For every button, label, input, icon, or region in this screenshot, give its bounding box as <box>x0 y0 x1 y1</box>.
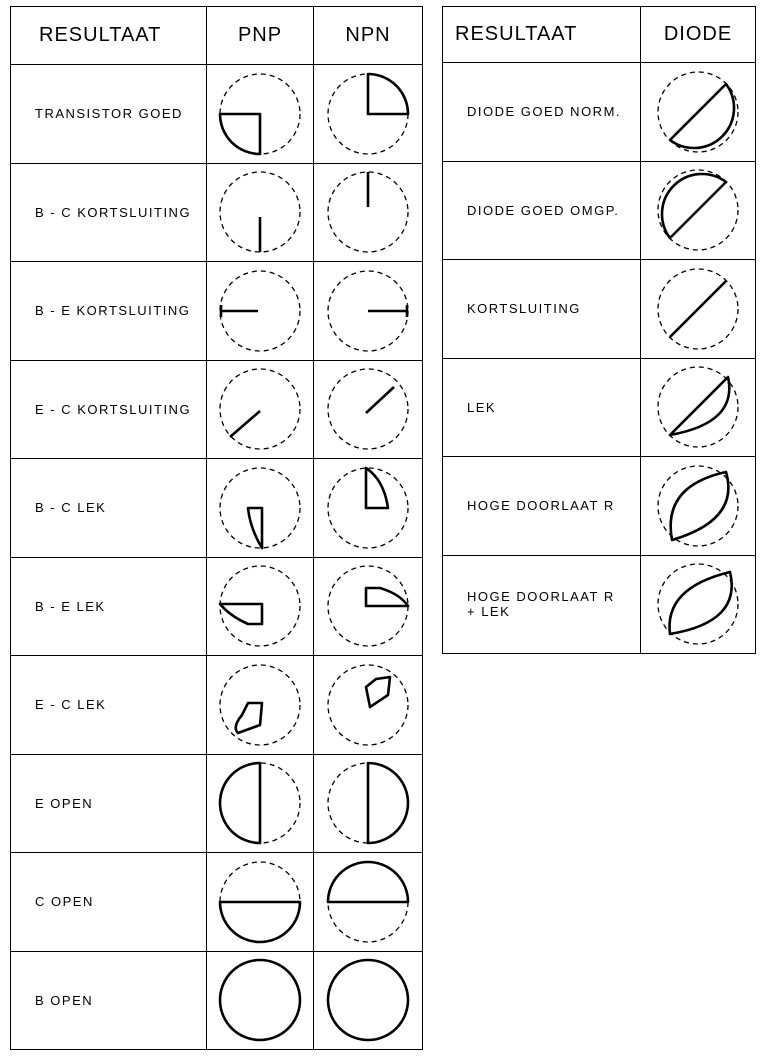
left-half-circle-icon <box>218 761 302 845</box>
header-npn: NPN <box>314 7 423 65</box>
result-label <box>443 457 641 556</box>
pnp-symbol-cell <box>207 853 314 952</box>
table-row <box>11 557 423 656</box>
table-row <box>11 262 423 361</box>
pnp-symbol-cell <box>207 163 314 262</box>
table-header-row <box>11 7 423 65</box>
diode-symbol-cell <box>641 358 756 457</box>
table-row <box>443 63 756 162</box>
pnp-symbol-cell <box>207 262 314 361</box>
diode-result-table <box>442 6 756 654</box>
table-row <box>11 853 423 952</box>
pnp-symbol-cell <box>207 951 314 1050</box>
pnp-symbol-cell <box>207 656 314 755</box>
table-row <box>443 358 756 457</box>
npn-symbol-cell <box>314 459 423 558</box>
leak-upper-polygon-icon <box>326 663 410 747</box>
full-circle-icon <box>218 958 302 1042</box>
table-row <box>443 457 756 556</box>
diode-high-resistance-leak-icon <box>656 562 740 646</box>
short-right-line-icon <box>326 269 410 353</box>
npn-symbol-cell <box>314 557 423 656</box>
result-label <box>443 555 641 654</box>
diode-normal-half-icon <box>656 70 740 154</box>
table-row <box>11 65 423 164</box>
full-circle-icon <box>326 958 410 1042</box>
result-label <box>443 63 641 162</box>
table-header-row <box>443 7 756 63</box>
pnp-symbol-cell <box>207 65 314 164</box>
npn-good-quarter-icon <box>326 72 410 156</box>
diode-leak-lens-icon <box>656 365 740 449</box>
leak-down-sector-icon <box>218 466 302 550</box>
result-label: B - E LEK <box>11 557 207 656</box>
result-label: C OPEN <box>11 853 207 952</box>
table-row <box>11 754 423 853</box>
right-half-circle-icon <box>326 761 410 845</box>
result-label-line: DIODE GOED NORM. <box>467 104 622 120</box>
leak-lower-polygon-icon <box>218 663 302 747</box>
result-label: B - C LEK <box>11 459 207 558</box>
diagonal-low-line-icon <box>218 367 302 451</box>
diode-symbol-cell <box>641 161 756 260</box>
result-label-line: DIODE GOED OMGP. <box>467 202 620 218</box>
diode-symbol-cell <box>641 63 756 162</box>
diode-short-line-icon <box>656 267 740 351</box>
result-label-line: HOGE DOORLAAT R <box>467 589 615 605</box>
result-label: B - C KORTSLUITING <box>11 163 207 262</box>
diagonal-high-line-icon <box>326 367 410 451</box>
leak-left-sector-icon <box>218 564 302 648</box>
header-resultaat: RESULTAAT <box>11 7 207 65</box>
result-label: B - E KORTSLUITING <box>11 262 207 361</box>
result-label: TRANSISTOR GOED <box>11 65 207 164</box>
bottom-half-circle-icon <box>218 860 302 944</box>
result-label: B OPEN <box>11 951 207 1050</box>
npn-symbol-cell <box>314 163 423 262</box>
header-pnp: PNP <box>207 7 314 65</box>
transistor-result-table <box>10 6 423 1050</box>
npn-symbol-cell <box>314 262 423 361</box>
pnp-good-quarter-icon <box>218 72 302 156</box>
result-label-line: + LEK <box>467 604 511 620</box>
leak-up-sector-icon <box>326 466 410 550</box>
header-resultaat: RESULTAAT <box>443 7 641 63</box>
result-label: E - C KORTSLUITING <box>11 360 207 459</box>
table-row <box>11 163 423 262</box>
result-label <box>443 260 641 359</box>
result-label-line: HOGE DOORLAAT R <box>467 498 615 514</box>
table-row <box>443 260 756 359</box>
short-left-line-icon <box>218 269 302 353</box>
pnp-symbol-cell <box>207 557 314 656</box>
diode-high-resistance-icon <box>656 464 740 548</box>
pnp-symbol-cell <box>207 459 314 558</box>
diode-reversed-half-icon <box>656 168 740 252</box>
table-row <box>11 656 423 755</box>
result-label: E - C LEK <box>11 656 207 755</box>
diode-symbol-cell <box>641 457 756 556</box>
leak-right-sector-icon <box>326 564 410 648</box>
short-up-line-icon <box>326 170 410 254</box>
top-half-circle-icon <box>326 860 410 944</box>
header-diode: DIODE <box>641 7 756 63</box>
npn-symbol-cell <box>314 656 423 755</box>
pnp-symbol-cell <box>207 754 314 853</box>
npn-symbol-cell <box>314 360 423 459</box>
npn-symbol-cell <box>314 853 423 952</box>
table-row <box>443 555 756 654</box>
table-row <box>11 360 423 459</box>
table-row <box>11 951 423 1050</box>
table-row <box>443 161 756 260</box>
npn-symbol-cell <box>314 65 423 164</box>
table-row <box>11 459 423 558</box>
result-label-line: LEK <box>467 399 497 415</box>
diode-symbol-cell <box>641 260 756 359</box>
diode-symbol-cell <box>641 555 756 654</box>
npn-symbol-cell <box>314 754 423 853</box>
npn-symbol-cell <box>314 951 423 1050</box>
pnp-symbol-cell <box>207 360 314 459</box>
short-down-line-icon <box>218 170 302 254</box>
result-label <box>443 161 641 260</box>
result-label: E OPEN <box>11 754 207 853</box>
result-label-line: KORTSLUITING <box>467 301 581 317</box>
result-label <box>443 358 641 457</box>
